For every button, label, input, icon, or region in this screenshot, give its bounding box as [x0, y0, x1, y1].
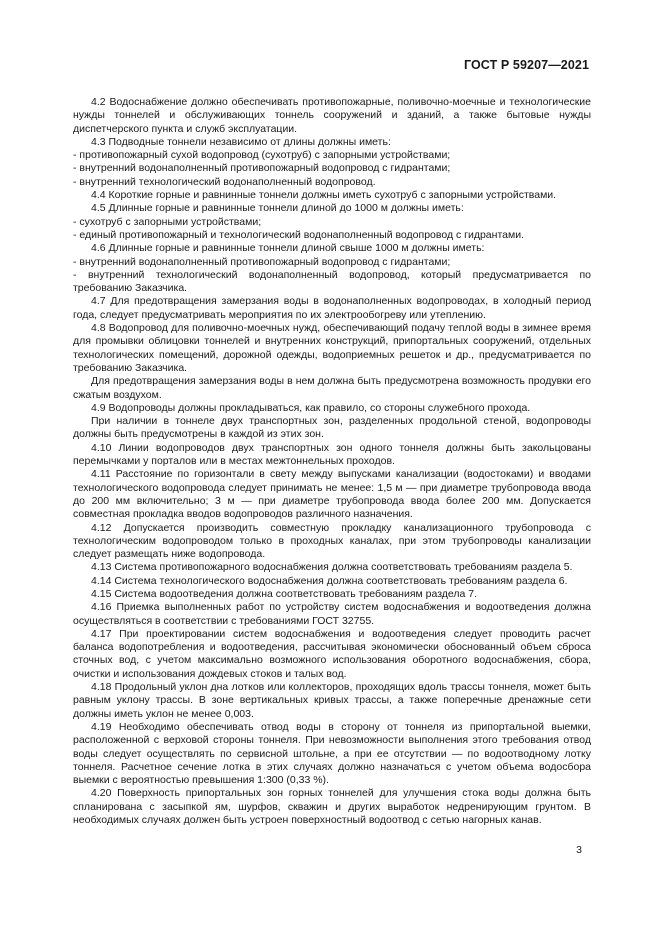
clause-paragraph: 4.15 Система водоотведения должна соответствовать требованиям раздела 7. [91, 587, 478, 600]
clause-paragraph: 4.7 Для предотвращения замерзания воды в водонаполненных водопроводах, в холодный период года, следует предусматривать мероприятия по их электрообогреву или утеплению. [73, 295, 591, 321]
clause-paragraph: 4.17 При проектировании систем водоснабжения и водоотведения следует проводить расчет баланса водопотребления и водоотведения, рассчитывая экономически обоснованный объем сброса сточных вод, с учетом максимально возможного использования оборотного водоснабжения, сбора, очистки и использования дождевых стоков и талых вод. [73, 627, 591, 680]
list-item: - внутренний водонаполненный противопожарный водопровод с гидрантами; [73, 255, 451, 268]
clause-paragraph: 4.20 Поверхность припортальных зон горных тоннелей для улучшения стока воды должна быть спланирована с засыпкой ям, шурфов, скважин и других выработок недренирующим грунтом. В необходимых случаях должен быть устроен поверхностный водоотвод с сетью нагорных канав. [73, 787, 591, 827]
page-number: 3 [576, 844, 582, 856]
document-body [73, 96, 591, 827]
clause-paragraph: 4.16 Приемка выполненных работ по устройству систем водоснабжения и водоотведения должна осуществляться в соответствии с требованиями ГОСТ 32755. [73, 601, 591, 627]
clause-paragraph: 4.8 Водопровод для поливочно-моечных нужд, обеспечивающий подачу теплой воды в зимнее время для промывки облицовки тоннелей и внутренних конструкций, припортальных сооружений, отдельных технологических помещений, дорожной одежды, водоприемных решеток и др., предусматривается по требованию Заказчика. [73, 322, 591, 374]
list-item: - внутренний технологический водонаполненный водопровод. [73, 175, 376, 188]
clause-paragraph: 4.9 Водопроводы должны прокладываться, как правило, со стороны служебного прохода. [91, 401, 531, 414]
clause-paragraph: 4.2 Водоснабжение должно обеспечивать противопожарные, поливочно-моечные и технологические нужды тоннелей и обслуживающих тоннель сооружений и зданий, а также бытовые нужды диспетчерского пункта и служб эксплуатации. [73, 96, 591, 135]
standard-code-header: ГОСТ Р 59207—2021 [463, 58, 589, 72]
list-item: - единый противопожарный и технологический водонаполненный водопровод с гидрантами. [73, 228, 524, 241]
clause-paragraph: 4.14 Система технологического водоснабжения должна соответствовать требованиям раздела 6. [91, 574, 568, 587]
clause-paragraph: 4.19 Необходимо обеспечивать отвод воды в сторону от тоннеля из припортальной выемки, расположенной с верховой стороны тоннеля. При невозможности выполнения этого требования отвод воды следует осуществлять по сервисной штольне, а при ее отсутствии — по водоотводному лотку тоннеля. Расчетное сечение лотка в этих случаях должно назначаться с учетом объема водосбора выемки с вероятностью превышения 1:300 (0,33 %). [73, 720, 591, 787]
clause-paragraph: 4.11 Расстояние по горизонтали в свету между выпусками канализации (водостоками) и вводами технологического водопровода следует принимать не менее: 1,5 м — при диаметре трубопровода ввода до 200 мм включительно; 3 м — при диаметре трубопровода ввода более 200 мм. Допускается совместная прокладка вводов водопроводов различного назначения. [73, 468, 591, 521]
clause-paragraph: 4.4 Короткие горные и равнинные тоннели должны иметь сухотруб с запорными устройствами. [91, 189, 557, 202]
clause-paragraph: 4.10 Линии водопроводов двух транспортных зон одного тоннеля должны быть закольцованы перемычками у порталов или в местах межтоннельных проходов. [73, 441, 591, 468]
list-item: - внутренний водонаполненный противопожарный водопровод с гидрантами; [73, 162, 451, 175]
list-item: - сухотруб с запорными устройствами; [73, 215, 262, 228]
clause-paragraph: 4.6 Длинные горные и равнинные тоннели длиной свыше 1000 м должны иметь: [91, 242, 485, 255]
list-item: - внутренний технологический водонаполненный водопровод, который предусматривается по требованию Заказчика. [73, 268, 591, 295]
clause-paragraph: 4.3 Подводные тоннели независимо от длины должны иметь: [91, 135, 391, 148]
clause-paragraph: 4.18 Продольный уклон дна лотков или коллекторов, проходящих вдоль трассы тоннеля, может быть равным уклону трассы. В зоне вертикальных кривых трассы, а также поперечные дренажные сети должны иметь уклон не менее 0,003. [73, 681, 591, 720]
list-item: - противопожарный сухой водопровод (сухотруб) с запорными устройствами; [73, 149, 451, 162]
clause-paragraph: Для предотвращения замерзания воды в нем должна быть предусмотрена возможность продувки его сжатым воздухом. [73, 375, 591, 401]
clause-paragraph: 4.12 Допускается производить совместную прокладку канализационного трубопровода с технологическим водопроводом только в проходных каналах, при этом трубопроводы канализации следует размещать ниже водопровода. [73, 521, 591, 561]
clause-paragraph: 4.13 Система противопожарного водоснабжения должна соответствовать требованиям раздела 5. [91, 561, 573, 574]
clause-paragraph: При наличии в тоннеле двух транспортных зон, разделенных продольной стеной, водопроводы должны быть предусмотрены в каждой из этих зон. [73, 415, 591, 441]
clause-paragraph: 4.5 Длинные горные и равнинные тоннели длиной до 1000 м должны иметь: [91, 202, 464, 215]
